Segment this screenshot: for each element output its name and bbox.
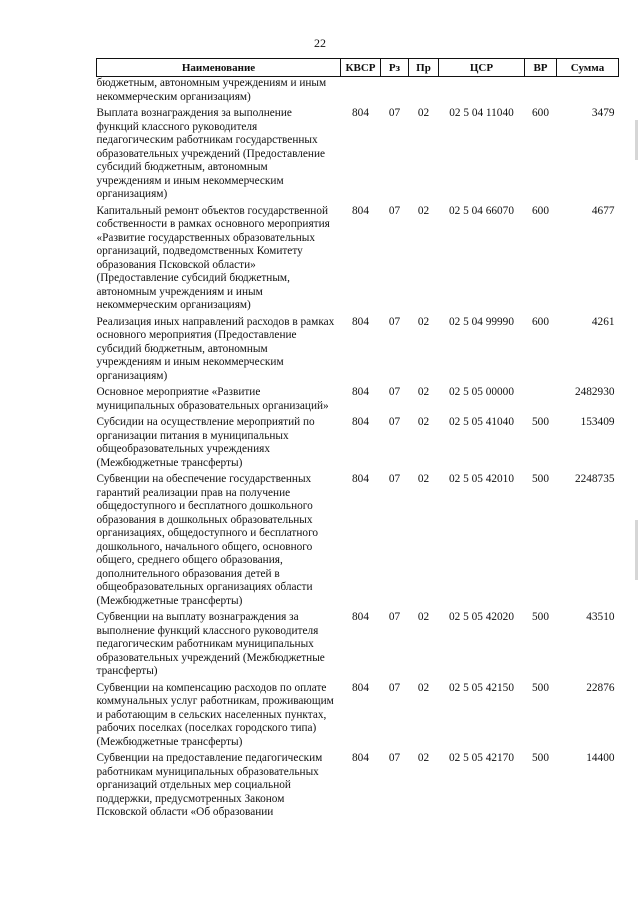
scan-edge-mark	[635, 120, 638, 160]
cell-vr: 600	[532, 107, 549, 119]
cell-csr: 02 5 05 41040	[449, 416, 514, 428]
table-row	[97, 316, 619, 387]
header-name: Наименование	[97, 59, 341, 77]
cell-csr	[439, 77, 525, 108]
cell-sum: 4261	[591, 315, 615, 328]
cell-kvsr: 804	[352, 416, 369, 428]
cell-sum: 3479	[591, 107, 615, 119]
cell-kvsr	[341, 77, 381, 108]
cell-csr: 02 5 04 66070	[449, 204, 514, 217]
table-row	[97, 473, 619, 611]
cell-rz	[381, 77, 409, 108]
cell-vr: 500	[532, 752, 549, 764]
cell-vr: 500	[532, 681, 549, 694]
cell-name: Субвенции на обеспечение государственных гарантий реализации прав на получение общедоступного и бесплатного дошкольного образования в дошкольных образовательных организациях, общедоступного и бесплатного дошкольного, начального общего, основного общего, среднего общего образования, дополнительного образования детей в общеобразовательных организациях области (Межбюджетные трансферты)	[96, 473, 319, 607]
cell-vr: 600	[532, 315, 549, 328]
cell-rz: 07	[388, 681, 401, 694]
cell-pr: 02	[417, 611, 430, 623]
header-sum: Сумма	[557, 59, 619, 77]
cell-rz: 07	[388, 416, 401, 428]
cell-rz: 07	[388, 611, 401, 623]
table-row	[97, 386, 619, 416]
cell-csr: 02 5 05 42010	[449, 473, 514, 485]
cell-rz: 07	[388, 386, 401, 398]
cell-vr: 500	[532, 473, 549, 485]
cell-vr: 600	[532, 204, 549, 217]
cell-pr: 02	[417, 752, 430, 764]
header-kvsr: КВСР	[341, 59, 381, 77]
cell-vr: 500	[532, 611, 549, 623]
cell-name: Субвенции на компенсацию расходов по оплате коммунальных услуг работникам, проживающим и работающим в сельских населенных пунктах, рабочих поселках (поселках городского типа) (Межбюджетные трансферты)	[96, 681, 334, 748]
table-row	[97, 682, 619, 753]
cell-pr: 02	[417, 204, 430, 217]
cell-pr: 02	[417, 681, 430, 694]
budget-table	[96, 58, 619, 820]
table-row	[97, 107, 619, 205]
cell-sum: 43510	[586, 611, 615, 623]
cell-vr	[525, 77, 557, 108]
cell-rz: 07	[388, 473, 401, 485]
cell-pr: 02	[417, 416, 430, 428]
cell-csr: 02 5 05 00000	[449, 386, 514, 398]
cell-kvsr: 804	[352, 204, 369, 217]
cell-pr: 02	[417, 315, 430, 328]
cell-pr: 02	[417, 107, 430, 119]
table-row	[97, 205, 619, 316]
cell-sum	[557, 77, 619, 108]
header-rz: Рз	[381, 59, 409, 77]
cell-name: Капитальный ремонт объектов государственной собственности в рамках основного мероприятия «Развитие государственных образовательных организаций, подведомственных Комитету образования Псковской области» (Предоставление субсидий бюджетным, автономным учреждениям и иным некоммерческим организациям)	[96, 204, 330, 311]
cell-sum: 4677	[591, 204, 615, 217]
table-row	[97, 752, 619, 820]
budget-table-container	[96, 58, 618, 820]
cell-kvsr: 804	[352, 107, 369, 119]
cell-csr: 02 5 05 42020	[449, 611, 514, 623]
cell-rz: 07	[388, 315, 401, 328]
cell-kvsr: 804	[352, 752, 369, 764]
cell-pr	[409, 77, 439, 108]
cell-csr: 02 5 05 42170	[449, 752, 514, 764]
table-header-row	[97, 59, 619, 77]
table-row	[97, 77, 619, 108]
cell-kvsr: 804	[352, 315, 369, 328]
cell-rz: 07	[388, 204, 401, 217]
cell-name: Субвенции на предоставление педагогическим работникам муниципальных образовательных организаций отдельных мер социальной поддержки, предусмотренных Законом Псковской области «Об образовании	[96, 752, 323, 818]
cell-sum: 14400	[586, 752, 615, 764]
header-vr: ВР	[525, 59, 557, 77]
cell-name: Основное мероприятие «Развитие муниципальных образовательных организаций»	[96, 386, 329, 412]
cell-pr: 02	[417, 473, 430, 485]
cell-kvsr: 804	[352, 681, 369, 694]
cell-name: Субсидии на осуществление мероприятий по организации питания в муниципальных общеобразовательных учреждениях (Межбюджетные трансферты)	[96, 416, 315, 469]
cell-name: Субвенции на выплату вознаграждения за выполнение функций классного руководителя педагогическим работникам муниципальных образовательных учреждений (Межбюджетные трансферты)	[96, 611, 325, 677]
scan-edge-mark	[635, 520, 638, 580]
cell-sum: 2482930	[574, 386, 615, 398]
cell-vr	[525, 386, 557, 416]
cell-name: бюджетным, автономным учреждениям и иным некоммерческим организациям)	[96, 77, 327, 103]
cell-kvsr: 804	[352, 611, 369, 623]
header-pr: Пр	[409, 59, 439, 77]
page-number: 22	[314, 36, 326, 50]
cell-rz: 07	[388, 752, 401, 764]
cell-csr: 02 5 04 11040	[449, 107, 514, 119]
cell-sum: 153409	[580, 416, 615, 428]
cell-pr: 02	[417, 386, 430, 398]
cell-rz: 07	[388, 107, 401, 119]
cell-csr: 02 5 05 42150	[449, 681, 514, 694]
cell-vr: 500	[532, 416, 549, 428]
table-row	[97, 611, 619, 682]
cell-name: Реализация иных направлений расходов в рамках основного мероприятия (Предоставление субсидий бюджетным, автономным учреждениям и иным некоммерческим организациям)	[96, 315, 335, 382]
cell-kvsr: 804	[352, 473, 369, 485]
header-csr: ЦСР	[439, 59, 525, 77]
cell-sum: 22876	[586, 681, 615, 694]
cell-name: Выплата вознаграждения за выполнение функций классного руководителя педагогическим работникам государственных образовательных учреждений (Предоставление субсидий бюджетным, автономным учреждениям и иным некоммерческим организациям)	[96, 107, 326, 200]
table-row	[97, 416, 619, 473]
cell-kvsr: 804	[352, 386, 369, 398]
cell-sum: 2248735	[574, 473, 615, 485]
cell-csr: 02 5 04 99990	[449, 315, 514, 328]
